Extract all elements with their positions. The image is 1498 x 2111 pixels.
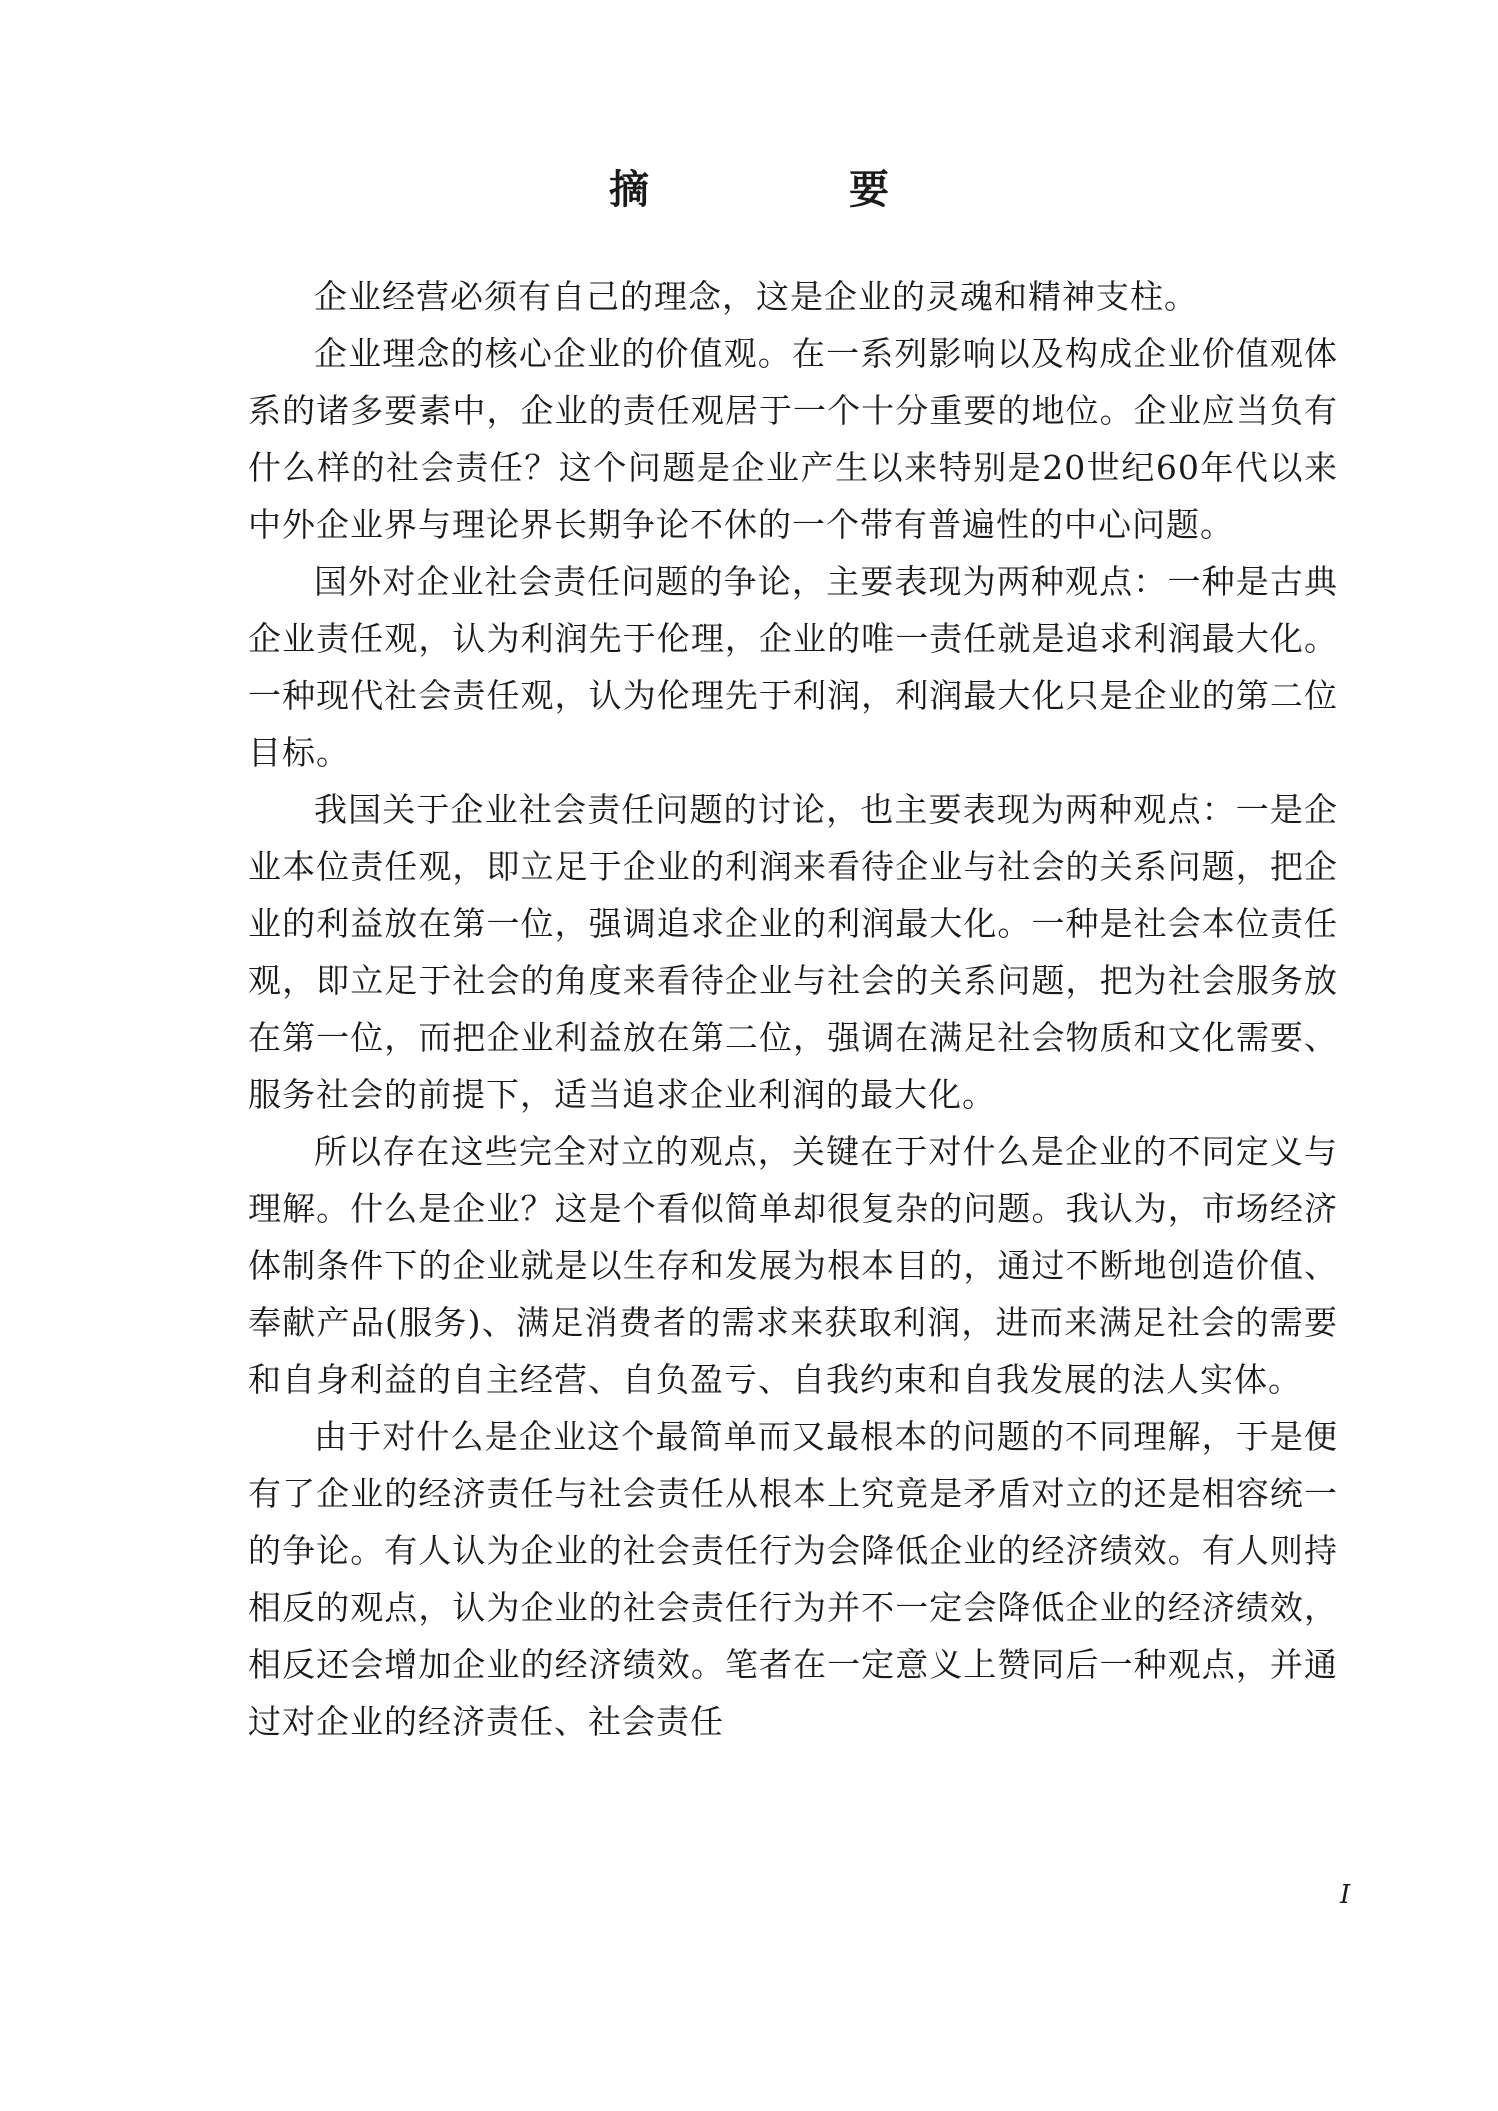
paragraph: 所以存在这些完全对立的观点，关键在于对什么是企业的不同定义与理解。什么是企业？这是个看似简单却很复杂的问题。我认为，市场经济体制条件下的企业就是以生存和发展为根本目的，通过不断地创造价值、奉献产品(服务)、满足消费者的需求来获取利润，进而来满足社会的需要和自身利益的自主经营、自负盈亏、自我约束和自我发展的法人实体。 <box>248 1132 1338 1399</box>
page-title: 摘 要 <box>609 166 969 213</box>
page-number: I <box>1340 1880 1351 1910</box>
paragraph: 企业理念的核心企业的价值观。在一系列影响以及构成企业价值观体系的诸多要素中，企业的责任观居于一个十分重要的地位。企业应当负有什么样的社会责任？这个问题是企业产生以来特别是20世纪60年代以来中外企业界与理论界长期争论不休的一个带有普遍性的中心问题。 <box>248 334 1338 544</box>
paragraph: 企业经营必须有自己的理念，这是企业的灵魂和精神支柱。 <box>314 277 1198 316</box>
paragraph: 国外对企业社会责任问题的争论，主要表现为两种观点：一种是古典企业责任观，认为利润先于伦理，企业的唯一责任就是追求利润最大化。一种现代社会责任观，认为伦理先于利润，利润最大化只是企业的第二位目标。 <box>248 562 1338 772</box>
paragraph: 我国关于企业社会责任问题的讨论，也主要表现为两种观点：一是企业本位责任观，即立足于企业的利润来看待企业与社会的关系问题，把企业的利益放在第一位，强调追求企业的利润最大化。一种是社会本位责任观，即立足于社会的角度来看待企业与社会的关系问题，把为社会服务放在第一位，而把企业利益放在第二位，强调在满足社会物质和文化需要、服务社会的前提下，适当追求企业利润的最大化。 <box>248 790 1338 1114</box>
paragraph: 由于对什么是企业这个最简单而又最根本的问题的不同理解，于是便有了企业的经济责任与社会责任从根本上究竟是矛盾对立的还是相容统一的争论。有人认为企业的社会责任行为会降低企业的经济绩效。有人则持相反的观点，认为企业的社会责任行为并不一定会降低企业的经济绩效，相反还会增加企业的经济绩效。笔者在一定意义上赞同后一种观点，并通过对企业的经济责任、社会责任 <box>248 1417 1338 1741</box>
abstract-body <box>248 268 1338 1750</box>
